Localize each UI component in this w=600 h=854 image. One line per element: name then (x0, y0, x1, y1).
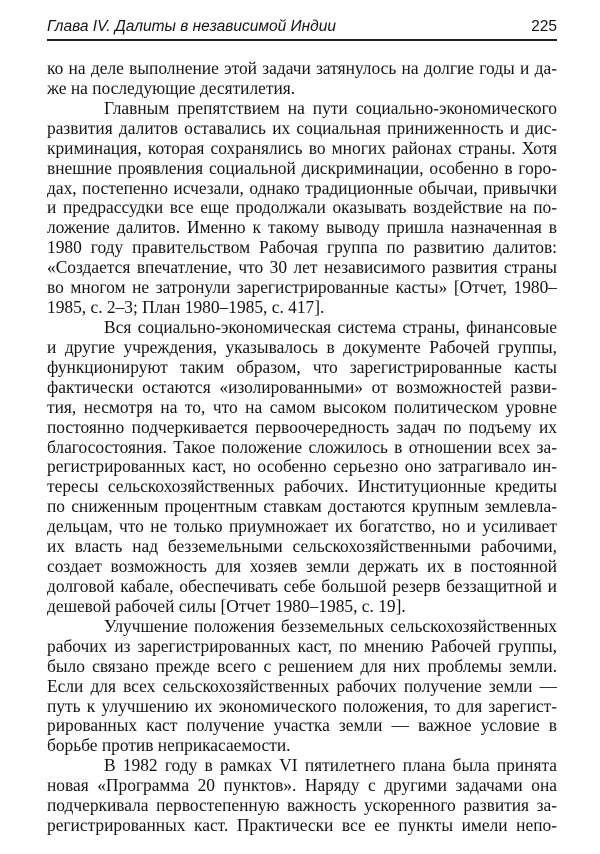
text-line: тересы сельскохозяйственных рабочих. Институционные кредиты (47, 476, 557, 497)
paragraph (47, 59, 557, 99)
text-line: фактически остаются «изолированными» от возможностей разви- (47, 376, 557, 397)
text-line: и предрассудки все еще продолжали оказывать воздействие на по- (47, 197, 557, 218)
page-number: 225 (531, 18, 557, 35)
text-line: ко на деле выполнение этой задачи затянулось на долгие годы и да- (47, 58, 557, 78)
text-line: благосостояния. Такое положение сложилось в отношении всех за- (47, 436, 557, 457)
text-line: Главным препятствием на пути социально-экономического (104, 97, 557, 118)
text-line: ложение далитов. Именно к такому выводу пришла назначенная в (47, 217, 557, 238)
paragraph (47, 99, 557, 318)
text-line: 1980 году правительством Рабочая группа по развитию далитов: (47, 237, 557, 258)
text-line: тия, несмотря на то, что на самом высоком политическом уровне (47, 396, 557, 417)
text-line: рированных каст получение участка земли — важное условие в (47, 715, 557, 736)
text-line: рабочих из зарегистрированных каст, по мнению Рабочей группы, (47, 635, 557, 656)
text-line: и другие учреждения, указывалось в документе Рабочей группы, (47, 336, 557, 357)
text-line: регистрированных каст. Практически все ее пункты имели непо- (47, 815, 557, 836)
text-line: «Создается впечатление, что 30 лет независимого развития страны (47, 257, 557, 278)
text-line: дах, постепенно исчезали, однако традиционные обычаи, привычки (47, 177, 557, 198)
paragraph (47, 318, 557, 617)
text-line: Если для всех сельскохозяйственных рабочих получение земли — (47, 675, 557, 696)
paragraph (47, 756, 557, 836)
text-line: дешевой рабочей силы [Отчет 1980–1985, с. 19]. (47, 595, 406, 616)
chapter-title: Глава IV. Далиты в независимой Индии (47, 18, 336, 35)
text-line: Улучшение положения безземельных сельскохозяйственных (104, 615, 557, 636)
text-line: долговой кабале, обеспечивать себе большой резерв беззащитной и (47, 575, 557, 596)
text-line: создает возможность для хозяев земли держать их в постоянной (47, 556, 557, 577)
paragraph (47, 617, 557, 756)
text-line: было связано прежде всего с решением для них проблемы земли. (47, 655, 557, 676)
text-line: внешние проявления социальной дискриминации, особенно в горо- (47, 157, 557, 178)
text-line: во многом не затронули зарегистрированные касты» [Отчет, 1980– (47, 277, 557, 298)
text-line: 1985, с. 2–3; План 1980–1985, с. 417]. (47, 297, 325, 318)
text-line: дельцам, что не только приумножает их богатство, но и усиливает (47, 516, 557, 537)
running-header (47, 17, 557, 41)
text-line: новая «Программа 20 пунктов». Наряду с другими задачами она (47, 775, 557, 796)
text-line: функционируют таким образом, что зарегистрированные касты (47, 356, 557, 377)
text-line: регистрированных каст, но особенно серьезно оно затрагивало ин- (47, 456, 557, 477)
text-line: развития далитов оставались их социальная приниженность и дис- (47, 117, 557, 138)
text-line: криминация, которая сохранялись во многих районах страны. Хотя (47, 137, 557, 158)
text-line: Вся социально-экономическая система страны, финансовые (104, 316, 557, 337)
page-body (47, 59, 557, 836)
text-line: по сниженным процентным ставкам достаются крупным землевла- (47, 496, 557, 517)
text-line: борьбе против неприкасаемости. (47, 735, 291, 756)
text-line: путь к улучшению их экономического положения, то для зарегист- (47, 695, 557, 716)
text-line: В 1982 году в рамках VI пятилетнего плана была принята (104, 755, 557, 776)
text-line: подчеркивала первостепенную важность ускоренного развития за- (47, 795, 557, 816)
text-line: постоянно подчеркивается первоочередность задач по подъему их (47, 416, 557, 437)
text-line: же на последующие десятилетия. (47, 77, 296, 98)
text-line: их власть над безземельными сельскохозяйственными рабочими, (47, 536, 557, 557)
